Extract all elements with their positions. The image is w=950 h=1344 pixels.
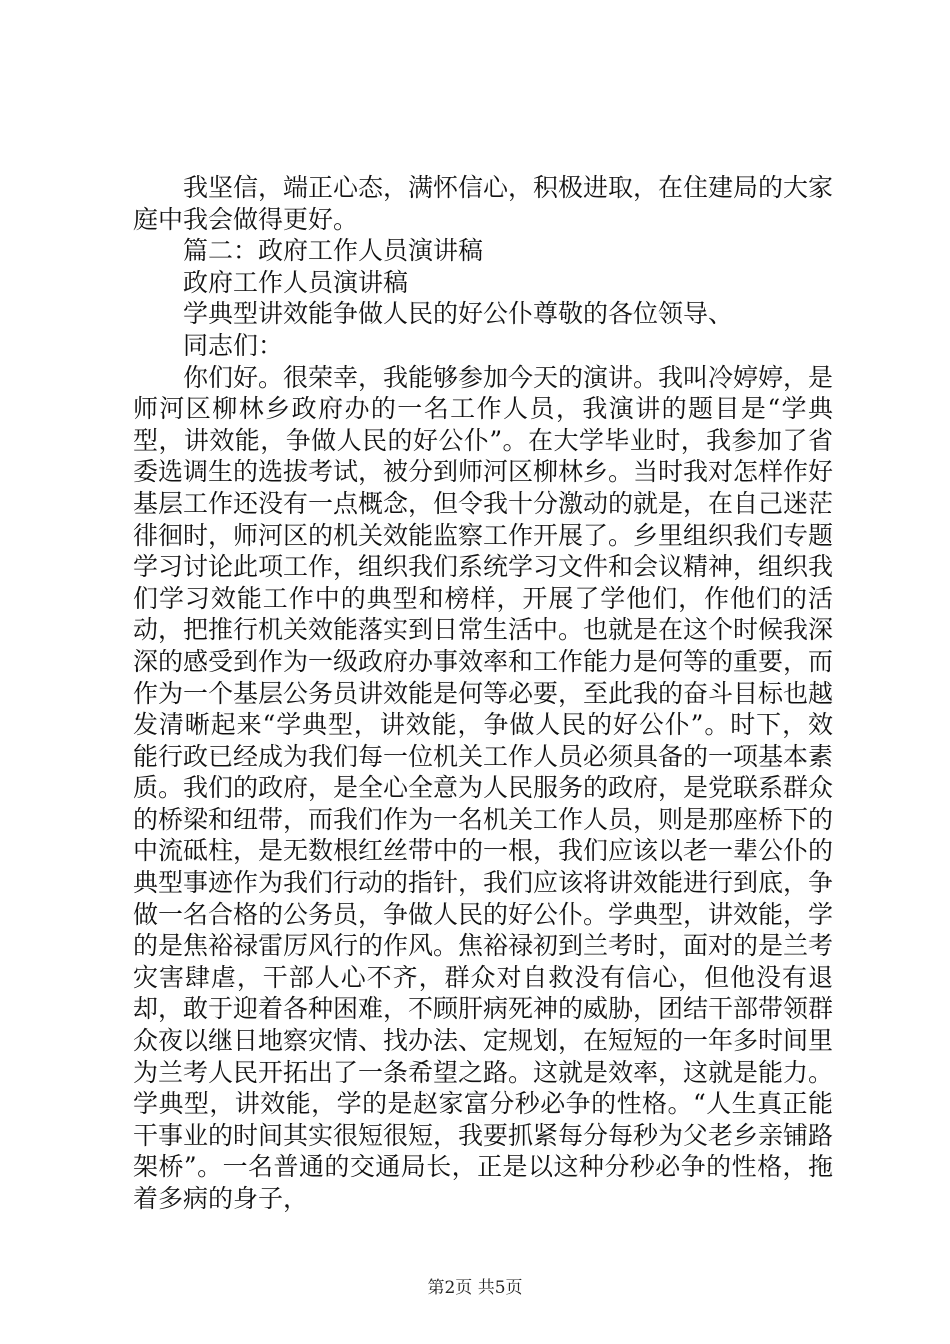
paragraph: 你们好。很荣幸，我能够参加今天的演讲。我叫冷婷婷，是师河区柳林乡政府办的一名工作人员，我演讲的题目是“学典型，讲效能，争做人民的好公仆”。在大学毕业时，我参加了省委选调生的选拔考试，被分到师河区柳林乡。当时我对怎样作好基层工作还没有一点概念，但令我十分激动的就是，在自己迷茫徘徊时，师河区的机关效能监察工作开展了。乡里组织我们专题学习讨论此项工作，组织我们系统学习文件和会议精神，组织我们学习效能工作中的典型和榜样，开展了学他们，作他们的活动，把推行机关效能落实到日常生活中。也就是在这个时候我深深的感受到作为一级政府办事效率和工作能力是何等的重要，而作为一个基层公务员讲效能是何等必要，至此我的奋斗目标也越发清晰起来“学典型，讲效能，争做人民的好公仆”。时下，效能行政已经成为我们每一位机关工作人员必须具备的一项基本素质。我们的政府，是全心全意为人民服务的政府，是党联系群众的桥梁和纽带，而我们作为一名机关工作人员，则是那座桥下的中流砥柱，是无数根红丝带中的一根，我们应该以老一辈公仆的典型事迹作为我们行动的指针，我们应该将讲效能进行到底，争做一名合格的公务员，争做人民的好公仆。学典型，讲效能，学的是焦裕禄雷厉风行的作风。焦裕禄初到兰考时，面对的是兰考灾害肆虐，干部人心不齐，群众对自救没有信心，但他没有退却，敢于迎着各种困难，不顾肝病死神的威胁，团结干部带领群众夜以继日地察灾情、找办法、定规划，在短短的一年多时间里为兰考人民开拓出了一条希望之路。这就是效率，这就是能力。学典型，讲效能，学的是赵家富分秒必争的性格。“人生真正能干事业的时间其实很短很短，我要抓紧每分每秒为父老乡亲铺路架桥”。一名普通的交通局长，正是以这种分秒必争的性格，拖着多病的身子，: [133, 362, 834, 1213]
page-number-footer: 第2页 共5页: [427, 1278, 523, 1298]
section-heading: 篇二：政府工作人员演讲稿: [183, 236, 484, 266]
paragraph: 我坚信，端正心态，满怀信心，积极进取，在住建局的大家庭中我会做得更好。: [133, 173, 834, 234]
salutation: 同志们：: [183, 330, 284, 360]
document-body: [133, 172, 833, 1215]
paragraph: 学典型讲效能争做人民的好公仆尊敬的各位领导、: [183, 299, 734, 329]
speech-title: 政府工作人员演讲稿: [183, 267, 409, 297]
